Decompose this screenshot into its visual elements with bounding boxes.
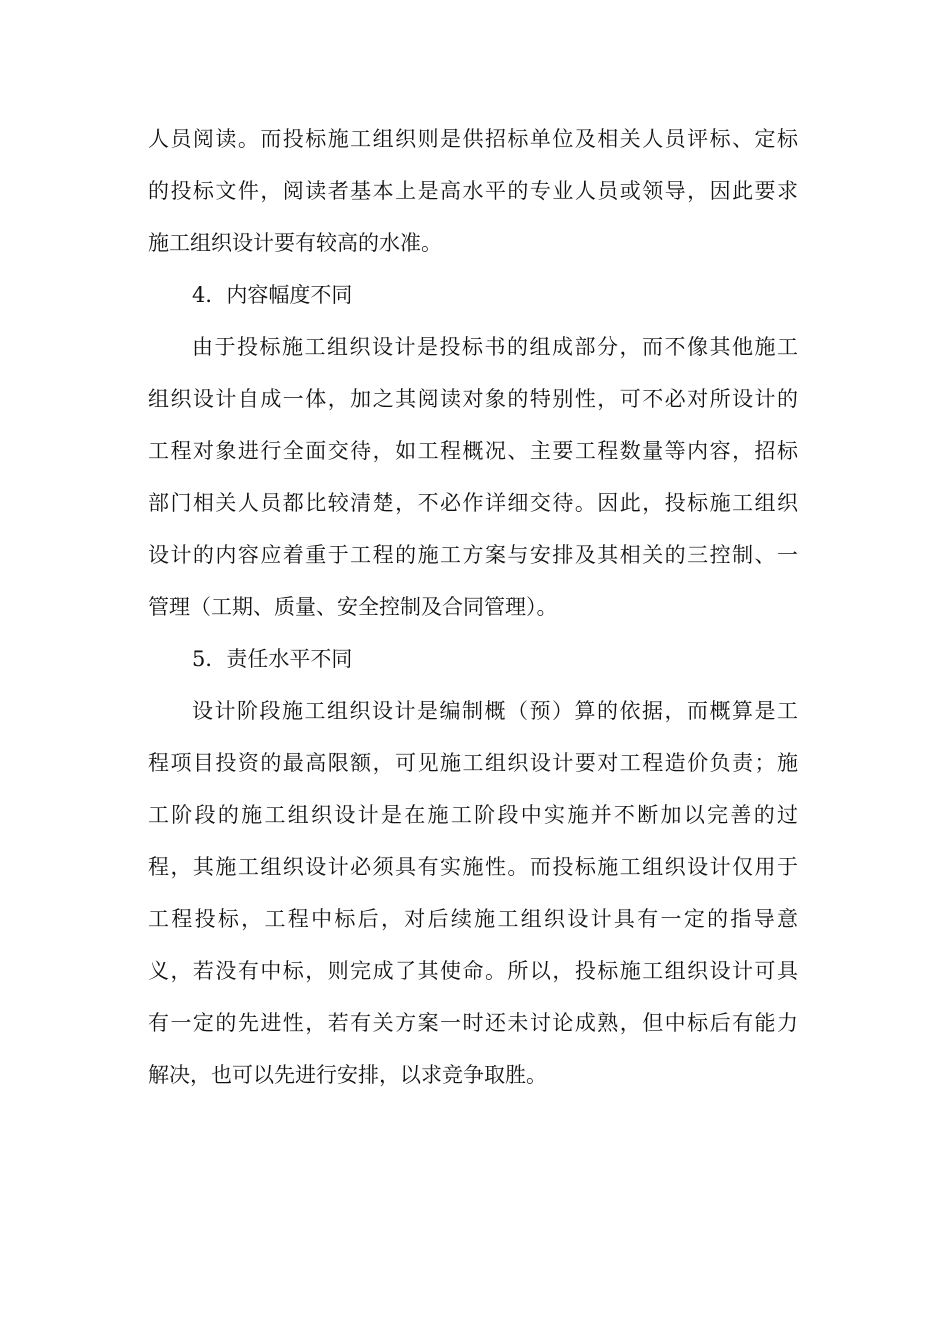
text-line: 施工组织设计要有较高的水准。 (148, 231, 442, 255)
text-line: 程，其施工组织设计必须具有实施性。而投标施工组织设计仅用于 (148, 855, 798, 879)
text-line: 组织设计自成一体，加之其阅读对象的特别性，可不必对所设计的 (148, 387, 798, 411)
text-line: 人员阅读。而投标施工组织则是供招标单位及相关人员评标、定标 (148, 127, 798, 151)
text-line: 设计的内容应着重于工程的施工方案与安排及其相关的三控制、一 (148, 543, 798, 567)
text-line: 部门相关人员都比较清楚，不必作详细交待。因此，投标施工组织 (148, 491, 798, 515)
text-line: 设计阶段施工组织设计是编制概（预）算的依据，而概算是工 (192, 699, 798, 723)
text-line: 解决，也可以先进行安排，以求竞争取胜。 (148, 1063, 547, 1087)
text-line: 工阶段的施工组织设计是在施工阶段中实施并不断加以完善的过 (148, 803, 798, 827)
text-line: 由于投标施工组织设计是投标书的组成部分，而不像其他施工 (192, 335, 798, 359)
text-line: 工程投标，工程中标后，对后续施工组织设计具有一定的指导意 (148, 907, 798, 931)
text-line: 程项目投资的最高限额，可见施工组织设计要对工程造价负责；施 (148, 751, 798, 775)
document-body (148, 113, 798, 1101)
text-line: 工程对象进行全面交待，如工程概况、主要工程数量等内容，招标 (148, 439, 798, 463)
text-line: 有一定的先进性，若有关方案一时还未讨论成熟，但中标后有能力 (148, 1011, 798, 1035)
section-heading: 4．内容幅度不同 (192, 283, 353, 307)
section-heading: 5．责任水平不同 (192, 647, 353, 671)
text-line: 的投标文件，阅读者基本上是高水平的专业人员或领导，因此要求 (148, 179, 798, 203)
text-line: 管理（工期、质量、安全控制及合同管理）。 (148, 595, 558, 619)
text-line: 义，若没有中标，则完成了其使命。所以，投标施工组织设计可具 (148, 959, 798, 983)
